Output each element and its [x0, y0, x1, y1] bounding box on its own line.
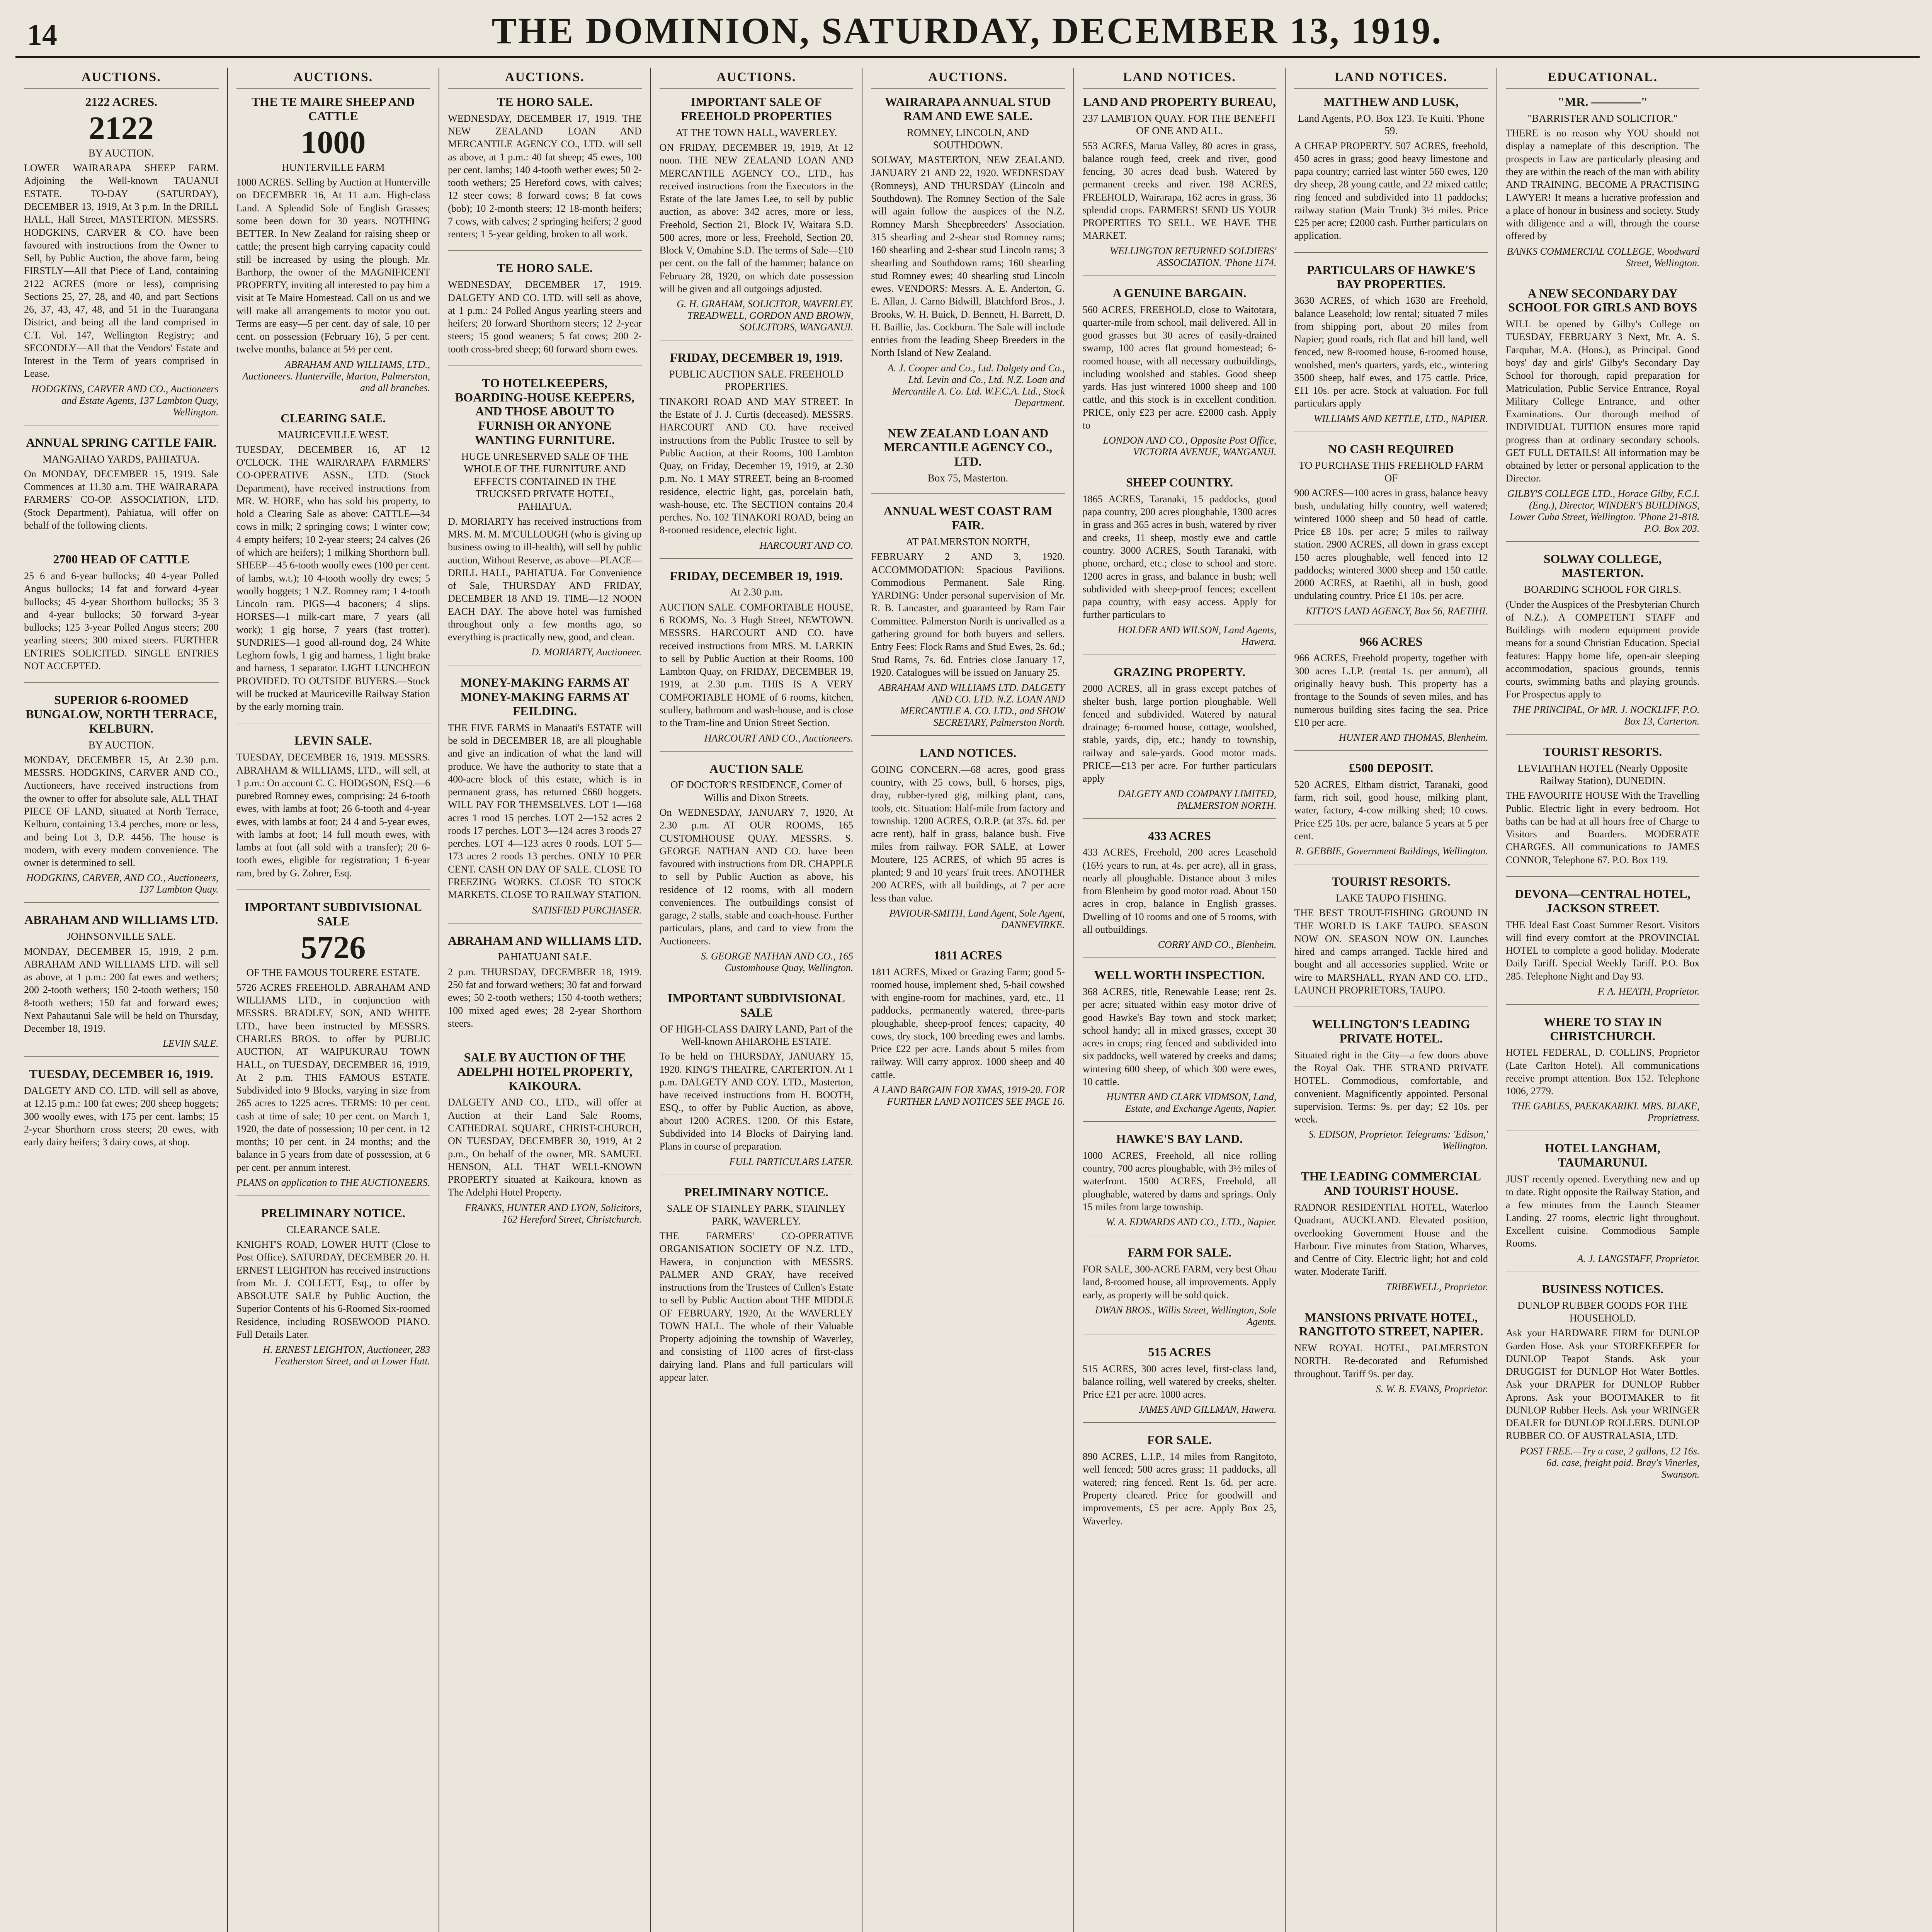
ad-display-figure: 5726 [301, 929, 366, 966]
ad-body-text: TINAKORI ROAD AND MAY STREET. In the Estate of J. J. Curtis (deceased). MESSRS. HARCOURT AND CO. have received instructions from the Public Trustee to sell by Public Auction, at their Rooms, 100 Lambton Quay, on Friday, December 19, 1919, at 2.30 p.m. No. 1 MAY STREET, being an 8-roomed residence, electric light, gas, porcelain bath, wash-house, etc. The SECTION contains 20.4 perches. No. 102 TINAKORI ROAD, being an 8-roomed residence, electric light. [659, 396, 854, 536]
advertisement [660, 350, 854, 559]
ad-subheadline: CLEARANCE SALE. [286, 1223, 380, 1235]
advertisement [1083, 1245, 1277, 1335]
advertisement [24, 693, 219, 903]
ad-body-text: RADNOR RESIDENTIAL HOTEL, Waterloo Quadrant, AUCKLAND. Elevated position, overlooking Government House and the Harbour. Five minutes from Station, Wharves, and Centre of City. Electric light; hot and cold water. Moderate Tariff. [1294, 1202, 1488, 1277]
ad-body-text: 966 ACRES, Freehold property, together with 300 acres L.I.P. (rental 1s. per annum), all originally heavy bush. This property has a frontage to the Sounds of seven miles, and has numerous building sites facing the sea. Price £10 per acre. [1294, 652, 1488, 728]
advertisement [1294, 1310, 1488, 1402]
ad-headline: MONEY-MAKING FARMS AT MONEY-MAKING FARMS AT FEILDING. [460, 675, 629, 718]
advertisement [236, 900, 430, 1196]
ad-signature: ABRAHAM AND WILLIAMS, LTD., Auctioneers. Hunterville, Marton, Palmerston, and all branches. [242, 359, 430, 393]
ad-body-text: 3630 ACRES, of which 1630 are Freehold, balance Leasehold; low rental; situated 7 miles from shipping port, about 20 miles from Napier; good roads, rich flat and hill land, well fenced, new 8-roomed house, 6-roomed house, woolshed, men's quarters, yards, etc., wintering 3500 sheep, half ewes, and 175 cattle. Price, £11 10s. per acre. Stock at valuation. For full particulars apply [1294, 295, 1488, 409]
advertisement [1506, 1282, 1700, 1487]
ad-body-text: ON FRIDAY, DECEMBER 19, 1919, At 12 noon. THE NEW ZEALAND LOAN AND MERCANTILE AGENCY CO., LTD., has received instructions from the Executors in the Estate of the late James Lee, to sell by public auction, as above: 342 acres, more or less, Freehold, Section 21, Block IV, Waitara S.D. 500 acres, more or less, Freehold, Section 20, Block V, Omahine S.D. The terms of Sale—£10 per cent. on the fall of the hammer; balance on February 28, 1920, on which date possession will be given and all outgoings adjusted. [659, 141, 854, 294]
advertisement [448, 934, 642, 1041]
ad-signature: D. MORIARTY, Auctioneer. [531, 646, 642, 658]
column-3 [439, 68, 650, 1932]
advertisement [660, 991, 854, 1175]
ad-body-text: 5726 ACRES FREEHOLD. ABRAHAM AND WILLIAMS LTD., in conjunction with MESSRS. BRADLEY, SON, AND WHITE LTD., have been instructed by MESSRS. CHARLES BROS. to offer by PUBLIC AUCTION, AT WAIPUKURAU TOWN HALL, on TUESDAY, DECEMBER 16, 1919, At 2 p.m. THIS FAMOUS ESTATE. Subdivided into 9 Blocks, varying in size from 265 acres to 1225 acres. TERMS: 10 per cent. cash at time of sale; 10 per cent. on March 1, 1920, the date of possession; 10 per cent. in 12 months; 10 per cent. in 24 months; and the balance in 5 years from date of possession, at 6 per cent. per annum interest. [236, 981, 430, 1173]
advertisement [1083, 1132, 1277, 1235]
ad-body-text: To be held on THURSDAY, JANUARY 15, 1920. KING'S THEATRE, CARTERTON. At 1 p.m. DALGETY AND COY. LTD., Masterton, have received instructions from H. BOOTH, ESQ., to offer by Public Auction, as above, about 1200 ACRES. 1200. Of this Estate, Subdivided into 14 Blocks of Dairying land. Plans in course of preparation. [659, 1051, 854, 1152]
ad-signature: THE GABLES, PAEKAKARIKI. MRS. BLAKE, Proprietress. [1512, 1100, 1700, 1124]
advertisement [1083, 95, 1277, 276]
ad-headline: LAND AND PROPERTY BUREAU, [1083, 95, 1276, 109]
ad-body-text: Ask your HARDWARE FIRM for DUNLOP Garden Hose. Ask your STOREKEEPER for DUNLOP Teapot Stands. Ask your DRUGGIST for DUNLOP Hot Water Bottles. Ask your DRAPER for DUNLOP Rubber Aprons. Ask your BOOTMAKER to fit DUNLOP Rubber Heels. Ask your WRINGER DEALER for DUNLOP ROLLERS. DUNLOP RUBBER CO. OF AUSTRALASIA, LTD. [1505, 1327, 1700, 1442]
ad-headline: £500 DEPOSIT. [1349, 761, 1434, 775]
advertisement [1294, 761, 1488, 864]
ad-body-text: FEBRUARY 2 AND 3, 1920. ACCOMMODATION: Spacious Pavilions. Commodious Permanent. Sale Ring. YARDING: Under personal supervision of Mr. R. B. Lancaster, and guaranteed by Ram Fair Committee. Palmerston North is unrivalled as a gathering ground for both buyers and sellers. Entry Fees: Flock Rams and Stud Ewes, 2s. 6d.; Stud Rams, 7s. 6d. Entries close January 17, 1920. Catalogues will be issued on January 25. [871, 551, 1065, 678]
column-4 [650, 68, 862, 1932]
ad-body-text: MONDAY, DECEMBER 15, At 2.30 p.m. MESSRS. HODGKINS, CARVER AND CO., Auctioneers, have received instructions from the owner to offer for absolute sale, ALL THAT PIECE OF LAND, situated at North Terrace, Kelburn, containing 13.4 perches, more or less, and being Lot 3, D.P. 4456. The house is modern, with every modern convenience. The owner is determined to sell. [24, 754, 219, 869]
ad-body-text: WILL be opened by Gilby's College on TUESDAY, FEBRUARY 3 Next, Mr. A. S. Farquhar, M.A. (Hons.), as Principal. Good boys' day and girls' Gilby's Secondary Day School for thorough, rapid preparation for Matriculation, Public Service Entrance, Royal Military College Entrance, and other Examinations. Our thorough method of INDIVIDUAL TUITION ensures more rapid progress than at ordinary secondary schools. GET FULL DETAILS! All information may be obtained by letter or personal application to the Director. [1505, 318, 1700, 484]
advertisement [1083, 286, 1277, 465]
ad-subheadline: Box 75, Masterton. [927, 472, 1009, 484]
ad-subheadline: JOHNSONVILLE SALE. [66, 930, 176, 942]
ad-body-text: 368 ACRES, title, Renewable Lease; rent 2s. per acre; situated within easy motor drive of good Hawke's Bay town and stock market; school handy; all in mixed grasses, except 30 acres in crops; ring fenced and subdivided into six paddocks, well watered by creeks and dams; wintering 600 sheep, of which 300 were ewes, 10 cattle. [1082, 986, 1277, 1087]
advertisement [1083, 968, 1277, 1122]
ad-body-text: On MONDAY, DECEMBER 15, 1919. Sale Commences at 11.30 a.m. THE WAIRARAPA FARMERS' CO-OP. ASSOCIATION, LTD. (Stock Department), Pahiatua, will offer on behalf of the following clients. [24, 468, 219, 531]
ad-signature: SATISFIED PURCHASER. [532, 904, 642, 916]
ad-body-text: 2000 ACRES, all in grass except patches of shelter bush, large portion ploughable. Well fenced and subdivided. Watered by natural drainage; 6-roomed house, cottage, woolshed, stable, yards, dip, etc.; handy to township, railway and sale-yards. Good motor roads. PRICE—£13 per acre. For further particulars apply [1082, 683, 1277, 784]
ad-body-text: 520 ACRES, Eltham district, Taranaki, good farm, rich soil, good house, milking plant, water, factory, 4-cow milking shed; 10 cows. Price £25 10s. per acre, balance 5 years at 5 per cent. [1294, 779, 1488, 842]
ad-headline: SALE BY AUCTION OF THE ADELPHI HOTEL PROPERTY, KAIKOURA. [457, 1050, 633, 1093]
ad-signature: HOLDER AND WILSON, Land Agents, Hawera. [1117, 624, 1277, 647]
ad-signature: A. J. LANGSTAFF, Proprietor. [1577, 1253, 1700, 1264]
ad-body-text: LOWER WAIRARAPA SHEEP FARM. Adjoining the Well-known TAUANUI ESTATE. TO-DAY (SATURDAY), DECEMBER 13, 1919, At 3 p.m. In the DRILL HALL, Hall Street, MASTERTON. MESSRS. HODGKINS, CARVER & CO. have been favoured with instructions from the Owner to Sell, by Public Auction, the above farm, being FIRSTLY—All that Piece of Land, containing 2122 ACRES (more or less), comprising Sections 25, 27, 28, and 40, and part Sections 26, 37, 43, 47, 48, and 51 in the Tuarangana District, and being all the land comprised in C.T. Vol. 147, Wellington Registry; and SECONDLY—All that the Vendors' Estate and Interest in the Term of years comprised in Lease. [24, 162, 219, 379]
ad-body-text: MONDAY, DECEMBER 15, 1919, 2 p.m. ABRAHAM AND WILLIAMS LTD. will sell as above, at 1 p.m.: 200 fat ewes and wethers; 200 2-tooth wethers; 150 2-tooth wethers; 150 8-tooth wethers; 150 fat and forward ewes; Next Pahautanui Sale will be held on Thursday, December 18, 1919. [24, 946, 219, 1034]
ad-body-text: KNIGHT'S ROAD, LOWER HUTT (Close to Post Office). SATURDAY, DECEMBER 20. H. ERNEST LEIGHTON has received instructions from Mr. J. COLLETT, Esq., to offer by ABSOLUTE SALE by Public Auction, the Superior Contents of his 6-Roomed Six-roomed Residence, including ROSEWOOD PIANO. Full Details Later. [236, 1239, 430, 1340]
advertisement [1506, 745, 1700, 877]
ad-body-text: 433 ACRES, Freehold, 200 acres Leasehold (16½ years to run, at 4s. per acre), all in grass, nearly all ploughable. Distance about 3 miles from Blenheim by good motor road. About 150 acres in crop, balance in English grasses. Dwelling of 10 rooms and one of 5 rooms, with all outbuildings. [1082, 847, 1277, 935]
advertisement [1506, 1015, 1700, 1131]
ad-headline: IMPORTANT SUBDIVISIONAL SALE [667, 991, 845, 1019]
ad-body-text: THE Ideal East Coast Summer Resort. Visitors will find every comfort at the PROVINCIAL HOTEL to complete a good holiday. Moderate Daily Tariff. Special Weekly Tariff. P.O. Box 285. Telephone Night and Day 93. [1505, 919, 1700, 982]
ad-headline: "MR. ————" [1558, 95, 1648, 109]
column-1 [15, 68, 227, 1932]
ad-subheadline: "BARRISTER AND SOLICITOR." [1527, 112, 1678, 124]
column-grid [15, 68, 1920, 1932]
advertisement [1506, 552, 1700, 735]
ad-signature: JAMES AND GILLMAN, Hawera. [1138, 1404, 1277, 1415]
ad-subheadline: TO PURCHASE THIS FREEHOLD FARM OF [1298, 459, 1484, 484]
ad-body-text: THE FAVOURITE HOUSE With the Travelling Public. Electric light in every bedroom. Hot baths can be had at all hours free of Charge to Visitors and Boarders. MODERATE CHARGES. All communications to JAMES CONNOR, Telephone 67. P.O. Box 119. [1505, 790, 1700, 866]
ad-signature: PLANS on application to THE AUCTIONEERS. [236, 1177, 430, 1188]
ad-body-text: 1811 ACRES, Mixed or Grazing Farm; good 5-roomed house, implement shed, 5-bail cowshed with engine-room for machines, yard, etc., 11 paddocks, permanently watered, three-parts ploughable, sheep-proof fences; capacity, 40 cows, dry stock, 100 breeding ewes and lambs. Price £22 per acre. Lands about 5 miles from railway. Will carry approx. 1000 sheep and 40 cattle. [871, 966, 1065, 1080]
ad-subheadline: BY AUCTION. [88, 739, 154, 751]
ad-subheadline: DUNLOP RUBBER GOODS FOR THE HOUSEHOLD. [1517, 1299, 1688, 1324]
ad-headline: BUSINESS NOTICES. [1542, 1282, 1664, 1296]
ad-body-text: THE FIVE FARMS in Manaati's ESTATE will be sold in DECEMBER 18, are all ploughable and give an indication of what the land will produce. We have the authority to state that a 400-acre block of this estate, which is in permanent grass, has returned £660 hoggets. WILL PAY FOR THEMSELVES. LOT 1—168 acres 1 rood 15 perches. LOT 2—152 acres 2 roods 17 perches. LOT 3—124 acres 3 roods 27 perches. LOT 4—123 acres 0 roods. LOT 5—173 acres 2 roods 13 perches. ONLY 10 PER CENT. CASH ON DAY OF SALE. CLOSE TO FREEZING WORKS. CLOSE TO STOCK MARKETS. CLOSE TO RAILWAY STATION. [448, 722, 642, 901]
advertisement [871, 504, 1065, 736]
ad-body-text: THERE is no reason why YOU should not display a nameplate of this description. The prospects in Law are particularly pleasing and they are within the reach of the man with ability AND TRAINING. BECOME A PRACTISING LAWYER! It means a lucrative profession and a place of honour in business and society. Study with diligence and a will, through the course offered by [1505, 128, 1700, 242]
ad-body-text: 515 ACRES, 300 acres level, first-class land, balance rolling, well watered by creeks, shelter. Price £21 per acre. 1000 acres. [1082, 1363, 1277, 1400]
ad-body-text: 25 6 and 6-year bullocks; 40 4-year Polled Angus bullocks; 14 fat and forward 4-year bullocks; 45 4-year Shorthorn bullocks; 35 3 and 4-year bullocks; 50 forward 3-year bullocks; 125 3-year Polled Angus steers; 200 yearling steers; 300 mixed steers. FURTHER ENTRIES SOLICITED. SINGLE ENTRIES NOT ACCEPTED. [24, 570, 219, 672]
page-number: 14 [27, 18, 57, 51]
advertisement [871, 426, 1065, 494]
ad-body-text: DALGETY AND CO. LTD. will sell as above, at 12.15 p.m.: 100 fat ewes; 200 sheep hoggets; 300 woolly ewes, with 175 per cent. lambs; 15 2-year Shorthorn cross steers; 20 ewes, with early dairy heifers; 3 dairy cows, at shop. [24, 1085, 219, 1148]
ad-subheadline: PAHIATUANI SALE. [498, 951, 592, 963]
ad-subheadline: PUBLIC AUCTION SALE. FREEHOLD PROPERTIES. [669, 368, 844, 393]
ad-headline: TUESDAY, DECEMBER 16, 1919. [29, 1067, 213, 1081]
ad-body-text: TUESDAY, DECEMBER 16, AT 12 O'CLOCK. THE WAIRARAPA FARMERS' CO-OPERATIVE ASSN., LTD. (Stock Department), have received instructions from MR. W. HORE, who has sold his property, to hold a Clearing Sale as above: CATTLE—34 cows in milk; 2 springing cows; 1 winter cow; 4 empty heifers; 10 2-year steers; 24 calves (26 of which are heifers); 1 milking Shorthorn bull. SHEEP—45 6-tooth woolly ewes (100 per cent. of lambs, w.t.); 10 4-tooth woolly dry ewes; 5 woolly hoggets; 1 N.Z. Romney ram; 1 4-tooth Lincoln ram. PIGS—4 baconers; 4 slips. HORSES—1 milk-cart mare, 7 years (all work); 1 gig horse, 7 years (fast trotter). SUNDRIES—1 good all-round dog, 24 White Leghorn fowls, 1 gig and harness, 1 light brake and harness, 1 separator. LIGHT LUNCHEON PROVIDED. TO OUTSIDE BUYERS.—Stock will be trucked at Mauriceville Railway Station by the early morning train. [236, 444, 430, 713]
ad-body-text: THE BEST TROUT-FISHING GROUND IN THE WORLD IS LAKE TAUPO. SEASON NOW ON. SEASON NOW ON. Launches hired and camps arranged. Tackle hired and bought and all accessories supplied. Write or wire to MARSHALL, RYAN AND CO. LTD., LAUNCH PROPRIETORS, TAUPO. [1294, 907, 1488, 996]
ad-body-text: 1000 ACRES. Selling by Auction at Hunterville on DECEMBER 16, At 11 a.m. High-class Land. A Splendid Sole of English Grasses; some been down for 30 years. NOTHING BETTER. In New Zealand for raising sheep or cattle; the present high carrying capacity could still be increased by using the plough. Mr. Barthorp, the owner of the MAGNIFICENT PROPERTY, inviting all interested to pay him a visit at Te Maire Homestead. Call on us and we will make all arrangements to motor you out. Terms are easy—5 per cent. day of sale, 10 per cent. on possession (February 16), 5 per cent. twelve months, balance at 5½ per cent. [236, 176, 430, 355]
ad-signature: S. GEORGE NATHAN AND CO., 165 Customhouse Quay, Wellington. [701, 951, 854, 974]
ad-headline: 966 ACRES [1359, 634, 1423, 648]
ad-signature: HUNTER AND CLARK VIDMSON, Land, Estate, and Exchange Agents, Napier. [1106, 1091, 1277, 1114]
ad-headline: PARTICULARS OF HAWKE'S BAY PROPERTIES. [1306, 262, 1476, 291]
ad-subheadline: 237 LAMBTON QUAY. FOR THE BENEFIT OF ONE AND ALL. [1082, 112, 1277, 137]
column-heading: LAND NOTICES. [1083, 68, 1277, 89]
ad-headline: TO HOTELKEEPERS, BOARDING-HOUSE KEEPERS, AND THOSE ABOUT TO FURNISH OR ANYONE WANTING FURNITURE. [455, 376, 634, 447]
ad-headline: THE LEADING COMMERCIAL AND TOURIST HOUSE. [1301, 1169, 1481, 1198]
advertisement [236, 411, 430, 724]
ad-body-text: 560 ACRES, FREEHOLD, close to Waitotara, quarter-mile from school, mail delivered. All in good grasses but 30 acres of easily-drained swamp, 100 acres flat ground homestead; 6-roomed house, with all necessary outbuildings, including woolshed and stables. Good sheep yards. Has just wintered 1000 sheep and 100 cattle, and this stock is in excellent condition. PRICE, only £23 per acre. £2000 cash. Apply to [1082, 304, 1277, 431]
advertisement [871, 948, 1065, 1114]
ad-body-text: D. MORIARTY has received instructions from MRS. M. M. M'CULLOUGH (who is giving up business owing to ill-health), will sell by public auction, Without Reserve, as above—PLACE—DRILL HALL, PAHIATUA. For Convenience of Sale, THURSDAY AND FRIDAY, DECEMBER 18 AND 19. TIME—12 NOON EACH DAY. The above hotel was furnished throughout only a few months ago, so everything is practically new, good, and clean. [448, 515, 642, 643]
ad-headline: LAND NOTICES. [919, 746, 1017, 760]
ad-headline: ANNUAL WEST COAST RAM FAIR. [883, 504, 1053, 532]
advertisement [1083, 665, 1277, 819]
ad-subheadline: SALE OF STAINLEY PARK, STAINLEY PARK, WAVERLEY. [667, 1202, 846, 1227]
advertisement [1083, 1345, 1277, 1423]
ad-signature: FULL PARTICULARS LATER. [729, 1156, 854, 1167]
advertisement [871, 746, 1065, 938]
ad-headline: FRIDAY, DECEMBER 19, 1919. [670, 568, 843, 583]
ad-headline: FARM FOR SALE. [1128, 1245, 1231, 1260]
advertisement [1294, 1017, 1488, 1159]
ad-body-text: THE FARMERS' CO-OPERATIVE ORGANISATION SOCIETY OF N.Z. LTD., Hawera, in conjunction with MESSRS. PALMER AND GRAY, have received instructions from the Trustees of Cullen's Estate to sell by Public Auction about THE MIDDLE OF FEBRUARY, 1920, At the WAVERLEY TOWN HALL. The whole of their Valuable Property adjoining the township of Waverley, and consisting of 1100 acres of first-class dairying land. Plans and full particulars will appear later. [659, 1230, 854, 1383]
advertisement [1294, 95, 1488, 253]
ad-body-text: (Under the Auspices of the Presbyterian Church of N.Z.). A COMPETENT STAFF and Buildings with modern equipment provide means for a sound Christian Education. Special features: Happy home life, open-air sleeping accommodation, spacious grounds, tennis courts, swimming baths and playing grounds. For Prospectus apply to [1505, 599, 1700, 700]
ad-subheadline: Land Agents, P.O. Box 123. Te Kuiti. 'Phone 59. [1298, 112, 1485, 137]
ad-headline: MATTHEW AND LUSK, [1323, 95, 1459, 109]
ad-headline: A GENUINE BARGAIN. [1112, 286, 1247, 300]
ad-body-text: AUCTION SALE. COMFORTABLE HOUSE, 6 ROOMS, No. 3 Hugh Street, NEWTOWN. MESSRS. HARCOURT AND CO. have received instructions from MRS. M. LARKIN to sell by Public Auction at their Rooms, 100 Lambton Quay, on FRIDAY, DECEMBER 19, 1919, at 2.30 p.m. THIS IS A VERY COMFORTABLE HOME of 6 rooms, kitchen, scullery, bathroom and wash-house, and is close to the Tram-line and Union Street Section. [659, 601, 854, 729]
ad-body-text: Situated right in the City—a few doors above the Royal Oak. THE STRAND PRIVATE HOTEL. Commodious, comfortable, and convenient. Magnificently appointed. Personal supervision. Terms: 9s. per day; £2 10s. per week. [1294, 1049, 1488, 1125]
ad-signature: LEVIN SALE. [163, 1038, 219, 1049]
advertisement [1294, 874, 1488, 1007]
ad-body-text: 890 ACRES, L.I.P., 14 miles from Rangitoto, well fenced; 500 acres grass; 11 paddocks, all watered; ring fenced. Rent 1s. 6d. per acre. Property cleared. Price for goodwill and improvements, £5 per acre. Apply Box 25, Waverley. [1082, 1451, 1277, 1527]
advertisement [448, 376, 642, 666]
advertisement [1506, 1141, 1700, 1272]
ad-signature: HODGKINS, CARVER AND CO., Auctioneers and Estate Agents, 137 Lambton Quay, Wellington. [31, 383, 219, 418]
column-heading: AUCTIONS. [236, 68, 430, 89]
ad-subheadline: ROMNEY, LINCOLN, AND SOUTHDOWN. [906, 126, 1029, 151]
ad-signature: S. W. B. EVANS, Proprietor. [1376, 1383, 1488, 1395]
ad-headline: NEW ZEALAND LOAN AND MERCANTILE AGENCY CO., LTD. [883, 426, 1053, 469]
ad-signature: CORRY AND CO., Blenheim. [1158, 939, 1277, 951]
newspaper-title: THE DOMINION, SATURDAY, DECEMBER 13, 1919. [492, 10, 1443, 51]
ad-signature: LONDON AND CO., Opposite Post Office, VICTORIA AVENUE, WANGANUI. [1103, 435, 1277, 458]
ad-headline: WHERE TO STAY IN CHRISTCHURCH. [1543, 1014, 1662, 1043]
ad-signature: BANKS COMMERCIAL COLLEGE, Woodward Street, Wellington. [1507, 245, 1700, 269]
ad-signature: G. H. GRAHAM, SOLICITOR, WAVERLEY. TREADWELL, GORDON AND BROWN, SOLICITORS, WANGANUI. [677, 298, 854, 333]
ad-headline: SHEEP COUNTRY. [1126, 475, 1233, 490]
advertisement [660, 762, 854, 981]
ad-headline: PRELIMINARY NOTICE. [684, 1185, 828, 1199]
ad-headline: CLEARING SALE. [281, 411, 386, 425]
ad-headline: TOURIST RESORTS. [1543, 744, 1662, 759]
ad-subheadline: AT THE TOWN HALL, WAVERLEY. [675, 126, 837, 138]
ad-body-text: NEW ROYAL HOTEL, PALMERSTON NORTH. Re-decorated and Refurnished throughout. Tariff 9s. per day. [1294, 1342, 1488, 1379]
ad-body-text: SOLWAY, MASTERTON, NEW ZEALAND. JANUARY 21 AND 22, 1920. WEDNESDAY (Romneys), AND THURSDAY (Lincoln and Southdown). The Romney Section of the Sale will again follow the auspices of the N.Z. Romney Marsh Sheepbreeders' Association. 315 shearling and 2-shear stud Romney rams; 160 shearling and 2-shear stud Lincoln rams; 3 shearling and Southdown rams; 160 shearling stud Romney ewes; 40 shearling stud Lincoln ewes. VENDORS: Messrs. A. E. Anderton, G. E. Allan, J. Carno Bidwill, Blatchford Bros., J. Brooks, W. H. Buick, D. Bennett, H. Barrett, D. H. Baillie, Jas. Cockburn. The Sale will include entries from the leading Sheep Breeders in the North Island of New Zealand. [871, 154, 1065, 359]
ad-headline: FOR SALE. [1147, 1433, 1212, 1447]
ad-signature: DWAN BROS., Willis Street, Wellington, Sole Agents. [1095, 1304, 1277, 1327]
masthead [15, 0, 1920, 58]
ad-body-text: DALGETY AND CO., LTD., will offer at Auction at their Land Sale Rooms, CATHEDRAL SQUARE, CHRIST-CHURCH, ON TUESDAY, DECEMBER 30, 1919, At 2 p.m., On behalf of the owner, MR. SAMUEL HENSON, ALL THAT WELL-KNOWN PROPERTY situated at Kaikoura, known as The Adelphi Hotel Property. [448, 1097, 642, 1198]
ad-signature: W. A. EDWARDS AND CO., LTD., Napier. [1105, 1216, 1277, 1228]
advertisement [448, 1050, 642, 1232]
ad-subheadline: OF THE FAMOUS TOURERE ESTATE. [246, 966, 420, 978]
ad-subheadline: LAKE TAUPO FISHING. [1336, 892, 1447, 904]
ad-headline: 2122 ACRES. [85, 95, 158, 109]
advertisement [660, 95, 854, 340]
advertisement [1294, 263, 1488, 432]
ad-headline: GRAZING PROPERTY. [1114, 665, 1245, 679]
advertisement [1506, 887, 1700, 1005]
advertisement [1083, 1433, 1277, 1537]
ad-signature: GILBY'S COLLEGE LTD., Horace Gilby, F.C.I. (Eng.), Director, WINDER'S BUILDINGS, Lower Cuba Street, Wellington. 'Phone 21-818. P.O. Box 203. [1507, 488, 1700, 534]
ad-subheadline: AT PALMERSTON NORTH, [906, 536, 1030, 548]
advertisement [24, 95, 219, 425]
ad-headline: TOURIST RESORTS. [1332, 874, 1451, 889]
ad-headline: AUCTION SALE [709, 761, 803, 776]
advertisement [871, 95, 1065, 416]
ad-subheadline: BOARDING SCHOOL FOR GIRLS. [1524, 583, 1682, 595]
ad-headline: ABRAHAM AND WILLIAMS LTD. [24, 913, 218, 927]
column-heading: AUCTIONS. [448, 68, 642, 89]
advertisement [24, 435, 219, 543]
ad-body-text: WEDNESDAY, DECEMBER 17, 1919. THE NEW ZEALAND LOAN AND MERCANTILE AGENCY CO., LTD. will sell as above, at 1 p.m.: 40 fat sheep; 45 ewes, 100 per cent. lambs; 140 4-tooth wether ewes; 50 2-tooth wethers; 25 Hereford cows, with calves; 12 steer cows; 8 forward cows; 8 fat cows (bob); 10 2-month steers; 12 18-month heifers; 7 cows, with calves; 2 springing heifers; 2 good renters; 1 5-year gelding, broken to all work. [448, 112, 642, 240]
ad-subheadline: LEVIATHAN HOTEL (Nearly Opposite Railway Station), DUNEDIN. [1517, 762, 1688, 786]
ad-display-figure: 1000 [301, 124, 366, 160]
ad-signature: FRANKS, HUNTER AND LYON, Solicitors, 162 Hereford Street, Christchurch. [464, 1202, 642, 1225]
ad-subheadline: OF HIGH-CLASS DAIRY LAND, Part of the Well-known AHIAROHE ESTATE. [660, 1023, 853, 1047]
column-heading: EDUCATIONAL. [1506, 68, 1700, 89]
ad-signature: F. A. HEATH, Proprietor. [1597, 985, 1700, 997]
ad-body-text: GOING CONCERN.—68 acres, good grass country, with 25 cows, bull, 6 horses, pigs, dray, rubber-tyred gig, milking plant, cans, tools, etc. Situation: Half-mile from factory and township. 1200 ACRES, O.R.P. (at 37s. 6d. per acre rent), half in grass, balance bush. Five miles from railway. FOR SALE, at Lower Moutere, 125 ACRES, of which 95 acres is planted; 9 and 10 years' fruit trees. ANOTHER 200 ACRES, with all buildings, at 7 per acre less than value. [871, 764, 1065, 904]
ad-subheadline: At 2.30 p.m. [730, 586, 783, 598]
ad-headline: PRELIMINARY NOTICE. [261, 1206, 405, 1220]
advertisement [236, 95, 430, 401]
column-heading: AUCTIONS. [871, 68, 1065, 89]
ad-signature: WILLIAMS AND KETTLE, LTD., NAPIER. [1313, 413, 1488, 424]
ad-body-text: 1000 ACRES, Freehold, all nice rolling country, 700 acres ploughable, with 3½ miles of waterfront. 1500 ACRES, Freehold, all ploughable, watered by dams and springs. Only 15 miles from large township. [1082, 1150, 1277, 1213]
ad-headline: SOLWAY COLLEGE, MASTERTON. [1543, 551, 1662, 580]
ad-headline: IMPORTANT SUBDIVISIONAL SALE [244, 900, 422, 928]
ad-headline: LEVIN SALE. [294, 733, 372, 748]
advertisement [236, 1206, 430, 1374]
ad-body-text: 900 ACRES—100 acres in grass, balance heavy bush, undulating hilly country, well watered; wintered 1000 sheep and 50 head of cattle. Price £8 10s. per acre; 5 miles to railway station. 2900 ACRES, all down in grass except 150 acres ploughable, well fenced into 12 paddocks; wintered 3000 sheep and 150 cattle. 2000 ACRES, at Raetihi, all in bush, good undulating country. Price £1 10s. per acre. [1294, 487, 1488, 602]
column-6 [1073, 68, 1285, 1932]
advertisement [1083, 475, 1277, 655]
ad-headline: DEVONA—CENTRAL HOTEL, JACKSON STREET. [1515, 886, 1690, 915]
ad-signature: H. ERNEST LEIGHTON, Auctioneer, 283 Featherston Street, and at Lower Hutt. [263, 1344, 430, 1367]
ad-signature: HARCOURT AND CO., Auctioneers. [704, 732, 854, 744]
ad-body-text: JUST recently opened. Everything new and up to date. Right opposite the Railway Station, and a few minutes from the Launch Steamer Landing. 27 rooms, electric light throughout. Excellent cuisine. Commodious Sample Rooms. [1505, 1173, 1700, 1249]
ad-headline: ABRAHAM AND WILLIAMS LTD. [448, 933, 642, 947]
column-heading: AUCTIONS. [660, 68, 854, 89]
ad-headline: WAIRARAPA ANNUAL STUD RAM AND EWE SALE. [885, 95, 1051, 123]
advertisement [236, 733, 430, 889]
advertisement [660, 569, 854, 752]
ad-signature: PAVIOUR-SMITH, Land Agent, Sole Agent, DANNEVIRKE. [889, 907, 1065, 930]
column-heading: LAND NOTICES. [1294, 68, 1488, 89]
ad-signature: DALGETY AND COMPANY LIMITED, PALMERSTON NORTH. [1117, 788, 1277, 811]
ad-headline: WELLINGTON'S LEADING PRIVATE HOTEL. [1312, 1017, 1470, 1046]
ad-subheadline: MANGAHAO YARDS, PAHIATUA. [43, 453, 200, 465]
ad-headline: HOTEL LANGHAM, TAUMARUNUI. [1545, 1141, 1660, 1170]
ad-subheadline: HUGE UNRESERVED SALE OF THE WHOLE OF THE FURNITURE AND EFFECTS CONTAINED IN THE TRUCKSED PRIVATE HOTEL, PAHIATUA. [461, 450, 629, 512]
ad-signature: A LAND BARGAIN FOR XMAS, 1919-20. FOR FURTHER LAND NOTICES SEE PAGE 16. [873, 1084, 1065, 1107]
ad-signature: ABRAHAM AND WILLIAMS LTD. DALGETY AND CO. LTD. N.Z. LOAN AND MERCANTILE A. CO. LTD., and SHOW SECRETARY, Palmerston North. [878, 682, 1065, 728]
ad-signature: R. GEBBIE, Government Buildings, Wellington. [1295, 845, 1488, 857]
column-5 [862, 68, 1073, 1932]
advertisement [448, 95, 642, 251]
ad-headline: ANNUAL SPRING CATTLE FAIR. [26, 435, 217, 449]
ad-body-text: WEDNESDAY, DECEMBER 17, 1919. DALGETY AND CO. LTD. will sell as above, at 1 p.m.: 24 Polled Angus yearling steers and heifers; 20 forward Shorthorn steers; 12 2-year steers; 15 good weaners; 5 fat cows; 200 2-tooth cross-bred sheep; 60 forward shorn ewes. [448, 279, 642, 355]
ad-body-text: FOR SALE, 300-ACRE FARM, very best Ohau land, 8-roomed house, all improvements. Apply early, as property will be sold quick. [1082, 1264, 1277, 1301]
ad-signature: THE PRINCIPAL, Or MR. J. NOCKLIFF, P.O. Box 13, Carterton. [1512, 704, 1700, 727]
advertisement [448, 261, 642, 366]
advertisement [1506, 286, 1700, 542]
ad-headline: THE TE MAIRE SHEEP AND CATTLE [252, 95, 415, 123]
advertisement [660, 1185, 854, 1394]
advertisement [24, 1067, 219, 1158]
ad-signature: WELLINGTON RETURNED SOLDIERS' ASSOCIATION. 'Phone 1174. [1110, 245, 1277, 268]
ad-signature: A. J. Cooper and Co., Ltd. Dalgety and Co., Ltd. Levin and Co., Ltd. N.Z. Loan and Mercantile A. Co. Ltd. W.F.C.A. Ltd., Stock Department. [888, 362, 1065, 408]
ad-headline: TE HORO SALE. [497, 95, 593, 109]
ad-subheadline: OF DOCTOR'S RESIDENCE, Corner of Willis and Dixon Streets. [670, 779, 842, 803]
ad-signature: HARCOURT AND CO. [759, 539, 854, 551]
ad-headline: TE HORO SALE. [497, 261, 593, 275]
advertisement [24, 913, 219, 1057]
ad-headline: 2700 HEAD OF CATTLE [53, 552, 190, 566]
advertisement [24, 552, 219, 683]
ad-signature: S. EDISON, Proprietor. Telegrams: 'Edison,' Wellington. [1308, 1129, 1488, 1152]
ad-headline: 515 ACRES [1148, 1345, 1211, 1359]
ad-headline: A NEW SECONDARY DAY SCHOOL FOR GIRLS AND BOYS [1508, 286, 1697, 315]
ad-headline: WELL WORTH INSPECTION. [1094, 968, 1265, 982]
column-8 [1497, 68, 1708, 1932]
advertisement [448, 675, 642, 923]
ad-signature: HODGKINS, CARVER, AND CO., Auctioneers, 137 Lambton Quay. [26, 872, 219, 895]
ad-signature: HUNTER AND THOMAS, Blenheim. [1338, 732, 1488, 743]
ad-body-text: HOTEL FEDERAL, D. COLLINS, Proprietor (Late Carlton Hotel). All communications receive prompt attention. Box 152. Telephone 1006, 2779. [1505, 1047, 1700, 1097]
ad-body-text: On WEDNESDAY, JANUARY 7, 1920, At 2.30 p.m. AT OUR ROOMS, 165 CUSTOMHOUSE QUAY. MESSRS. S. GEORGE NATHAN AND CO. have been favoured with instructions from DR. CHAPPLE to sell by Public Auction as above, his residence of 12 rooms, with all modern conveniences. The outbuildings consist of garage, 2 stalls, stable and coach-house. Further particulars, plans, and card to view from the Auctioneers. [659, 807, 854, 947]
column-2 [227, 68, 439, 1932]
column-heading: AUCTIONS. [24, 68, 219, 89]
ad-headline: FRIDAY, DECEMBER 19, 1919. [670, 350, 843, 365]
advertisement [1506, 95, 1700, 276]
ad-body-text: 1865 ACRES, Taranaki, 15 paddocks, good papa country, 200 acres ploughable, 1300 acres in grass and 365 acres in bush, watered by river and creeks, 11 sheep, mostly ewe and cattle country. 3000 ACRES, South Taranaki, with phone, orchard, etc.; close to school and store. 1200 acres in grass, and balance in bush; well subdivided with sheep-proof fences; excellent papa country, with easy access. Apply for further particulars to [1082, 493, 1277, 621]
advertisement [1294, 634, 1488, 751]
ad-body-text: 553 ACRES, Marua Valley, 80 acres in grass, balance rough feed, creek and river, good fencing, 30 acres dead bush. Watered by permanent creeks and river. 198 ACRES, FREEHOLD, Wairarapa, 162 acres in grass, 36 splendid crops. FARMERS! SEND US YOUR PROPERTIES TO SELL. WE HAVE THE MARKET. [1082, 140, 1277, 242]
advertisement [1294, 1169, 1488, 1300]
ad-subheadline: BY AUCTION. [88, 147, 154, 159]
advertisement [1083, 829, 1277, 958]
ad-signature: KITTO'S LAND AGENCY, Box 56, RAETIHI. [1306, 605, 1488, 617]
ad-signature: POST FREE.—Try a case, 2 gallons, £2 16s. 6d. case, freight paid. Bray's Vinerles, Swanson. [1520, 1445, 1700, 1480]
column-7 [1285, 68, 1497, 1932]
ad-headline: 433 ACRES [1148, 828, 1211, 843]
ad-signature: TRIBEWELL, Proprietor. [1386, 1281, 1488, 1293]
ad-headline: MANSIONS PRIVATE HOTEL, RANGITOTO STREET, NAPIER. [1299, 1310, 1483, 1338]
ad-subheadline: MAURICEVILLE WEST. [277, 429, 389, 440]
ad-headline: HAWKE'S BAY LAND. [1116, 1132, 1243, 1146]
ad-subheadline: HUNTERVILLE FARM [282, 161, 385, 173]
ad-headline: NO CASH REQUIRED [1328, 442, 1454, 456]
ad-display-figure: 2122 [88, 110, 154, 146]
ad-headline: 1811 ACRES [934, 948, 1002, 962]
advertisement [1294, 442, 1488, 624]
ad-headline: SUPERIOR 6-ROOMED BUNGALOW, NORTH TERRACE, KELBURN. [26, 693, 217, 735]
ad-body-text: A CHEAP PROPERTY. 507 ACRES, freehold, 450 acres in grass; good heavy limestone and papa country; carried last winter 560 ewes, 120 dry sheep, 28 young cattle, and 22 mixed cattle; ring fenced and subdivided into 11 paddocks; railway station (Main Trunk) 3½ miles. Price £25 per acre; £2000 cash. Further particulars on application. [1294, 140, 1488, 242]
ad-body-text: TUESDAY, DECEMBER 16, 1919. MESSRS. ABRAHAM & WILLIAMS, LTD., will sell, at 1 p.m.: On account C. C. HODGSON, ESQ.—6 purebred Romney ewes, comprising: 24 6-tooth ewes, with lambs at foot; 26 6-tooth and 4-year ewes, with lambs at foot; 24 4 and 5-year ewes, with lambs at foot; 14 full mouth ewes, with lambs at foot (all sold with a transfer); 20 6-tooth ewes, eligible for registration; 1 6-year ram, bred by G. Zohrer, Esq. [236, 752, 430, 879]
ad-body-text: 2 p.m. THURSDAY, DECEMBER 18, 1919. 250 fat and forward wethers; 30 fat and forward ewes; 50 2-tooth wethers; 150 4-tooth wethers; 100 mixed aged ewes; 28 2-year Shorthorn steers. [448, 966, 642, 1029]
ad-headline: IMPORTANT SALE OF FREEHOLD PROPERTIES [680, 95, 832, 123]
